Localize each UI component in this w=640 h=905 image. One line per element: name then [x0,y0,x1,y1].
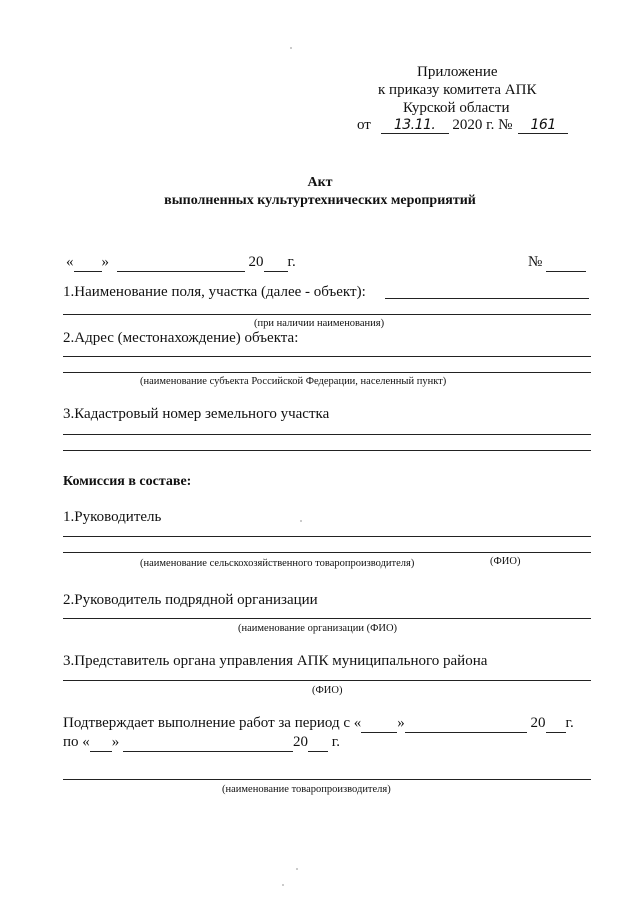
member2-caption: (наименование организации (ФИО) [238,623,398,634]
confirmation-text: Подтверждает выполнение работ за период с « [63,715,362,731]
header-number-handwritten: 161 [518,117,568,134]
period-start-month-field[interactable] [405,715,527,733]
period-end-month-field[interactable] [123,734,293,752]
period-end-year-field[interactable] [308,734,328,752]
day-field[interactable] [74,254,102,272]
section2-field-a[interactable] [63,356,591,357]
confirmation-line1 [63,715,574,733]
scan-speck [300,520,302,522]
member1-label: 1.Руководитель [63,509,162,525]
act-date-row [66,254,296,272]
period-start-year-suffix: г. [565,715,574,731]
member3-field[interactable] [63,680,591,681]
year-field[interactable] [264,254,288,272]
header-date-row [357,117,568,134]
date-close-quote: » [101,254,109,270]
act-number [528,254,586,272]
member2-field[interactable] [63,618,591,619]
document-subtitle: выполненных культуртехнических мероприятий [164,193,476,208]
header-region: Курской области [403,100,510,116]
member1-field-a[interactable] [63,536,591,537]
section1-field-a[interactable] [385,298,589,299]
period-end-quote: » [111,734,120,750]
section3-label: 3.Кадастровый номер земельного участка [63,406,330,422]
member3-label: 3.Представитель органа управления АПК муниципального района [63,653,488,669]
section3-field-b[interactable] [63,450,591,451]
month-field[interactable] [117,254,245,272]
header-date-prefix: от [357,117,371,133]
header-appendix: Приложение [417,64,498,80]
section1-label: 1.Наименование поля, участка (далее - объект): [63,284,366,300]
year-prefix: 20 [248,254,264,270]
period-end-prefix: по « [63,734,90,750]
member3-caption: (ФИО) [312,685,343,696]
period-start-quote: » [397,715,405,731]
header-order-ref: к приказу комитета АПК [378,82,537,98]
date-open-quote: « [66,254,74,270]
period-start-year-field[interactable] [546,715,566,733]
confirmation-line2 [63,734,340,752]
document-title: Акт [307,175,333,190]
member1-caption-right: (ФИО) [490,556,521,567]
act-number-field[interactable] [546,254,586,272]
section2-caption: (наименование субъекта Российской Федерации, населенный пункт) [140,376,447,387]
header-date-handwritten: 13.11. [381,117,449,134]
period-start-year-prefix: 20 [530,715,546,731]
period-end-day-field[interactable] [90,734,112,752]
scan-speck [296,868,298,870]
section1-field-b[interactable] [63,314,591,315]
number-sign: № [528,254,543,270]
commission-heading: Комиссия в составе: [63,474,192,489]
section2-field-b[interactable] [63,372,591,373]
section3-field-a[interactable] [63,434,591,435]
section2-label: 2.Адрес (местонахождение) объекта: [63,330,299,346]
header-date-suffix: 2020 г. № [452,117,513,133]
period-end-year-prefix: 20 [293,734,309,750]
member1-field-b[interactable] [63,552,591,553]
scan-speck [282,884,284,886]
member1-caption-left: (наименование сельскохозяйственного товаропроизводителя) [140,558,415,569]
period-start-day-field[interactable] [361,715,397,733]
section1-caption: (при наличии наименования) [254,318,385,329]
period-end-year-suffix: г. [331,734,340,750]
producer-name-field[interactable] [63,779,591,780]
scan-speck [290,47,292,49]
confirmation-caption: (наименование товаропроизводителя) [222,784,391,795]
member2-label: 2.Руководитель подрядной организации [63,592,318,608]
year-suffix: г. [287,254,296,270]
